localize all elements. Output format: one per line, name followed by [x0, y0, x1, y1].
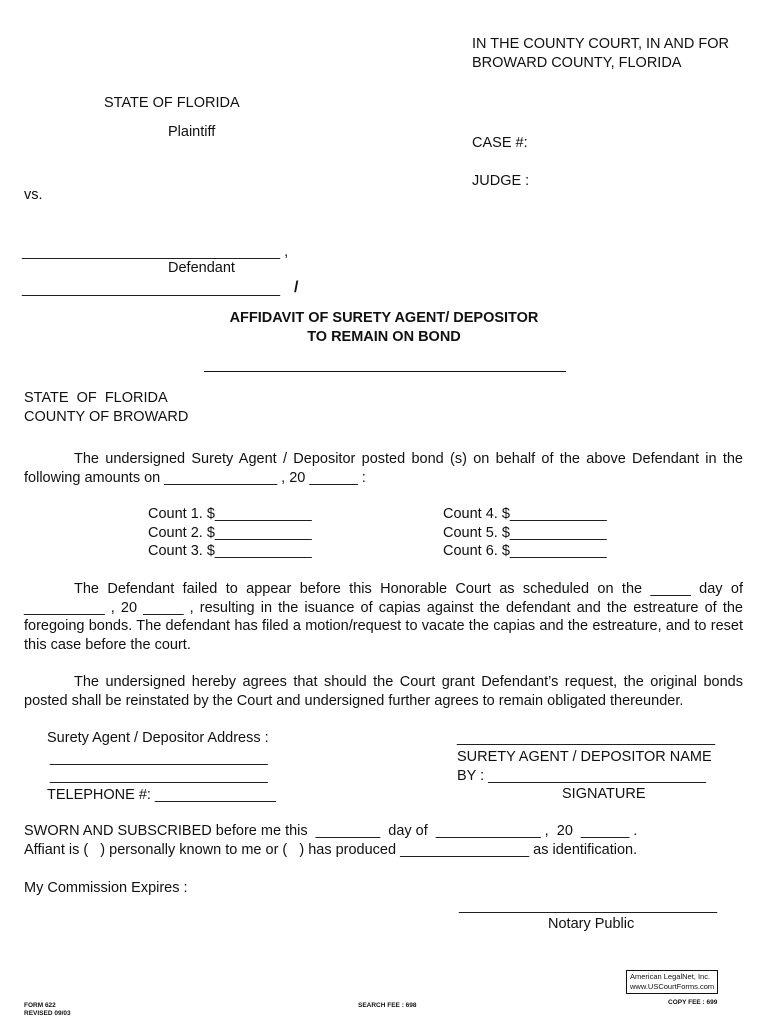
signature-label: SIGNATURE	[562, 786, 646, 802]
count-2-line: Count 2. $____________	[148, 525, 312, 541]
bond-posted-paragraph: The undersigned Surety Agent / Depositor posted bond (s) on behalf of the above Defendant in the following amounts on ______________ , 20 ______ :	[24, 451, 743, 486]
count-4-line: Count 4. $____________	[443, 506, 607, 522]
venue-county: COUNTY OF BROWARD	[24, 409, 189, 425]
title-divider	[204, 371, 566, 372]
count-6-line: Count 6. $____________	[443, 543, 607, 559]
failure-to-appear-paragraph: The Defendant failed to appear before this Honorable Court as scheduled on the _____ day of __________ , 20 _____ , resulting in the isuance of capias against the defendant and the estreature of the foregoing bonds. The defendant has filed a motion/request to vacate the capias and the estreature, and to reset this case before the court.	[24, 581, 743, 653]
address-line-1: ___________________________	[50, 750, 268, 766]
publisher-name: American LegalNet, Inc.	[630, 972, 711, 981]
agreement-paragraph: The undersigned hereby agrees that should the Court grant Defendant’s request, the original bonds posted shall be reinstated by the Court and undersigned further agrees to remain obligated thereunder.	[24, 674, 743, 709]
plaintiff-name: STATE OF FLORIDA	[104, 95, 240, 111]
count-5-line: Count 5. $____________	[443, 525, 607, 541]
signature-by-line: BY : ___________________________	[457, 768, 706, 784]
venue-state: STATE OF FLORIDA	[24, 390, 168, 406]
defendant-name-blank-2: ________________________________	[22, 281, 281, 297]
document-title-line2: TO REMAIN ON BOND	[307, 329, 461, 345]
address-label: Surety Agent / Depositor Address :	[47, 730, 269, 746]
defendant-name-blank: ________________________________ ,	[22, 244, 289, 260]
versus-label: vs.	[24, 187, 43, 203]
commission-expires-label: My Commission Expires :	[24, 880, 188, 896]
court-name-line2: BROWARD COUNTY, FLORIDA	[472, 55, 682, 71]
court-name-line1: IN THE COUNTY COURT, IN AND FOR	[472, 36, 729, 52]
notary-signature-line: ________________________________	[459, 898, 718, 914]
caption-slash: /	[294, 279, 299, 296]
notary-public-label: Notary Public	[548, 916, 635, 932]
publisher-box	[626, 970, 718, 994]
count-1-line: Count 1. $____________	[148, 506, 312, 522]
telephone-line: TELEPHONE #: _______________	[47, 787, 276, 803]
form-number: FORM 622	[24, 1002, 56, 1009]
copy-fee: COPY FEE : 699	[668, 999, 718, 1006]
publisher-url: www.USCourtForms.com	[630, 982, 715, 991]
count-3-line: Count 3. $____________	[148, 543, 312, 559]
search-fee: SEARCH FEE : 698	[358, 1002, 417, 1009]
document-title-line1: AFFIDAVIT OF SURETY AGENT/ DEPOSITOR	[229, 310, 539, 326]
plaintiff-label: Plaintiff	[168, 124, 216, 140]
surety-name-label: SURETY AGENT / DEPOSITOR NAME	[457, 749, 712, 765]
revised-date: REVISED 09/03	[24, 1010, 71, 1017]
case-number-label: CASE #:	[472, 135, 528, 151]
affiant-identification-line: Affiant is ( ) personally known to me or ( ) has produced ________________ as identification.	[24, 842, 638, 858]
surety-name-line: ________________________________	[457, 730, 716, 746]
sworn-subscribed-line: SWORN AND SUBSCRIBED before me this ________ day of _____________ , 20 ______ .	[24, 823, 638, 839]
defendant-label: Defendant	[168, 260, 235, 276]
address-line-2: ___________________________	[50, 768, 268, 784]
judge-label: JUDGE :	[472, 173, 530, 189]
